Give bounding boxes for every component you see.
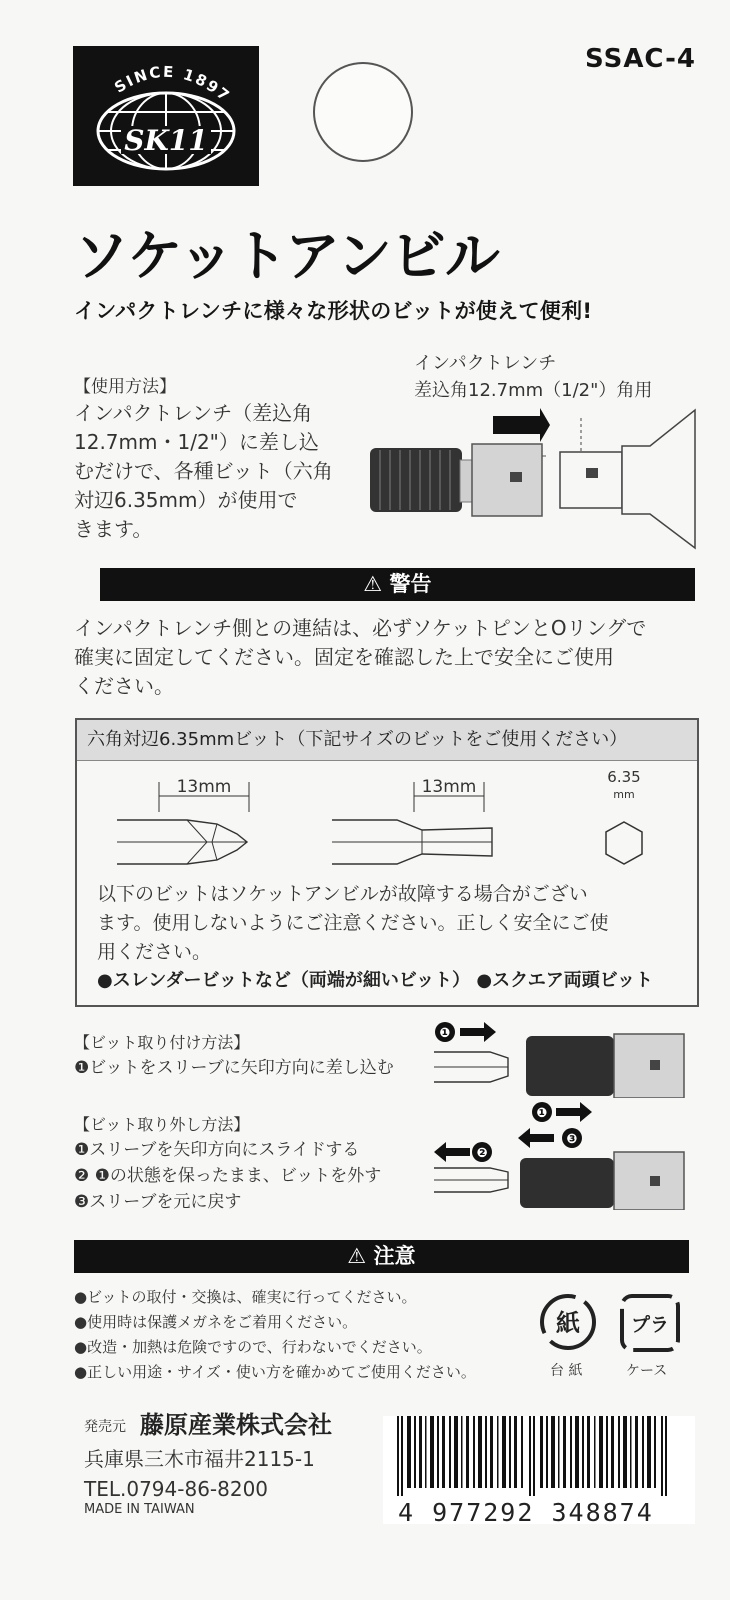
plastic-label: ケース	[626, 1363, 668, 1379]
bit-diagrams	[77, 762, 697, 882]
maker-name: 藤原産業株式会社	[140, 1411, 332, 1439]
barcode-bars	[383, 1416, 695, 1496]
hexagon-icon	[606, 822, 642, 864]
paper-glyph: 紙	[556, 1309, 580, 1337]
arrow-right-icon	[493, 408, 550, 442]
logo-since-text: SINCE 1897	[111, 62, 235, 106]
caution-bar: ⚠ 注意	[74, 1240, 689, 1273]
bit-spec-heading: 六角対辺6.35mmビット（下記サイズのビットをご使用ください）	[77, 720, 697, 761]
arrow-right-icon	[460, 1022, 496, 1042]
dim-13mm-left: 13mm	[176, 777, 232, 797]
country-of-origin: MADE IN TAIWAN	[84, 1502, 195, 1517]
bit-warning-note: 以下のビットはソケットアンビルが故障する場合がござい ます。使用しないようにご注意ください。正しく安全にご使 用ください。	[97, 883, 609, 963]
arrow-left-icon	[518, 1128, 554, 1148]
usage-heading: 【使用方法】	[74, 377, 176, 397]
plastic-glyph: プラ	[630, 1314, 670, 1336]
arrow-left-icon	[434, 1142, 470, 1162]
sk11-logo	[73, 46, 259, 186]
warning-text: インパクトレンチ側との連結は、必ずソケットピンとOリングで 確実に固定してください。固定を確認した上で安全にご使用 ください。	[74, 616, 647, 698]
hang-hole	[313, 62, 413, 162]
attach-step: ❶ビットをスリーブに矢印方向に差し込む	[74, 1058, 394, 1078]
product-title: ソケットアンビル	[74, 224, 499, 288]
attach-illustration	[430, 1018, 690, 1098]
remove-steps: ❶スリーブを矢印方向にスライドする ❷ ❶の状態を保ったまま、ビットを外す ❸スリーブを元に戻す	[74, 1140, 382, 1212]
remove-step-2: ❷	[476, 1146, 488, 1161]
barcode-number: 4 977292 348874	[398, 1498, 654, 1527]
logo-brand-text: SK11	[124, 124, 208, 157]
model-number: SSAC-4	[585, 44, 696, 74]
hex-unit-label: mm	[613, 788, 635, 801]
bit-spec-box	[75, 718, 699, 1007]
paper-label: 台 紙	[550, 1363, 583, 1379]
remove-illustration	[430, 1100, 690, 1210]
bit-incompatible-list: ●スレンダービットなど（両端が細いビット） ●スクエア両頭ビット	[97, 970, 653, 991]
hex-size-label: 6.35	[607, 768, 641, 786]
attach-heading: 【ビット取り付け方法】	[74, 1033, 250, 1052]
arrow-right-icon	[556, 1102, 592, 1122]
socket-anvil-illustration	[360, 408, 700, 558]
impact-wrench-label: インパクトレンチ 差込角12.7mm（1/2"）角用	[414, 353, 653, 401]
remove-step-3: ❸	[566, 1132, 578, 1147]
seller-label: 発売元	[84, 1419, 126, 1435]
usage-body: インパクトレンチ（差込角 12.7mm・1/2"）に差し込 むだけで、各種ビット（六角 対辺6.35mm）が使用で きます。	[74, 401, 333, 541]
globe-icon	[73, 46, 259, 186]
caution-list: ●ビットの取付・交換は、確実に行ってください。 ●使用時は保護メガネをご着用ください。 ●改造・加熱は危険ですので、行わないでください。 ●正しい用途・サイズ・使い方を確かめてご使用ください。	[74, 1288, 476, 1381]
product-subtitle: インパクトレンチに様々な形状のビットが使えて便利!	[74, 299, 593, 323]
attach-step-number: ❶	[439, 1026, 451, 1041]
maker-address: 兵庫県三木市福井2115-1 TEL.0794-86-8200	[84, 1447, 315, 1501]
remove-step-1: ❶	[536, 1106, 548, 1121]
dim-13mm-right: 13mm	[421, 777, 477, 797]
remove-heading: 【ビット取り外し方法】	[74, 1115, 250, 1134]
recycle-marks	[538, 1292, 698, 1358]
warning-bar: ⚠ 警告	[100, 568, 695, 601]
